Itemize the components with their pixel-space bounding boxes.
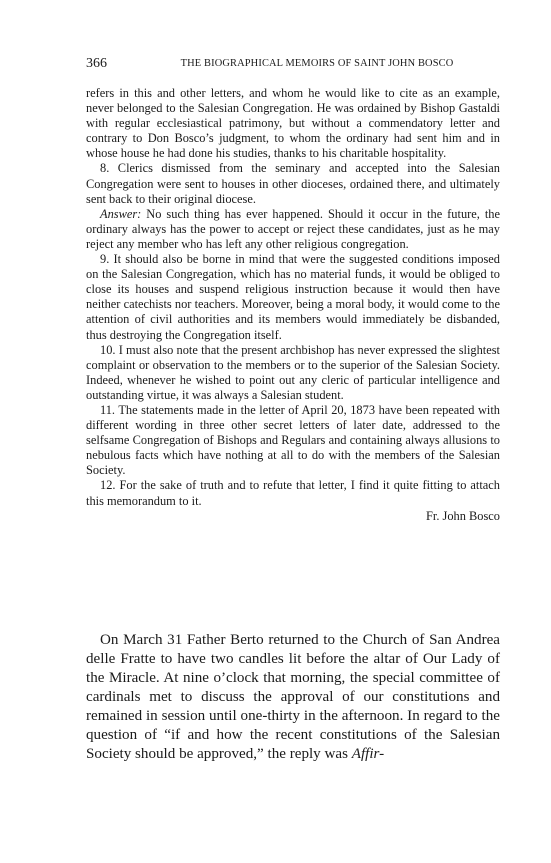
signature: Fr. John Bosco [425,508,500,523]
memo-answer [86,207,500,252]
narrative-italic-end: Affir- [351,746,385,762]
memo-paragraph-continued: refers in this and other letters, and whom he would like to cite as an example, never belonged to the Salesian Congregation. He was ordained by Bishop Gastaldi with regular ecclesiastical patrimony, but without a commendatory letter and contrary to Don Bosco’s judgment, to whom the ordinary had sent him and in whose house he had done his studies, thanks to his charitable hospitality. [86,86,500,161]
narrative-body: On March 31 Father Berto returned to the Church of San Andrea delle Fratte to have two candles lit before the altar of Our Lady of the Miracle. At nine o’clock that morning, the special committee of cardinals met to discuss the approval of our constitutions and remained in session until one-thirty in the afternoon. In regard to the question of “if and how the recent constitutions of the Salesian Society should be approved,” the reply was [86,632,500,762]
answer-text: No such thing has ever happened. Should it occur in the future, the ordinary always has the power to accept or reject these candidates, just as he may reject any member who has left any other religious congregation. [86,206,500,251]
page-number: 366 [86,56,107,71]
answer-label: Answer: [100,206,142,221]
running-title: THE BIOGRAPHICAL MEMOIRS OF SAINT JOHN BOSCO [180,58,454,69]
narrative-text [86,631,500,764]
memo-point-8: 8. Clerics dismissed from the seminary and accepted into the Salesian Congregation were sent to houses in other dioceses, ordained there, and ultimately sent back to their original diocese. [86,161,500,206]
memo-point-11: 11. The statements made in the letter of April 20, 1873 have been repeated with different wording in three other secret letters of later date, addressed to the selfsame Congregation of Bishops and Regulars and containing always allusions to nebulous facts which have nothing at all to do with the members of the Salesian Society. [86,402,500,478]
running-header [86,56,500,74]
narrative-paragraph [86,631,500,764]
memo-point-9: 9. It should also be borne in mind that were the suggested conditions imposed on the Salesian Congregation, which has no material funds, it would be obliged to close its houses and suspend religious instruction because it would then have neither catechists nor teachers. Moreover, being a moral body, it would come to the attention of civil authorities and its members would immediately be disbanded, thus destroying the Congregation itself. [86,252,500,342]
memorandum-text [86,86,500,524]
memo-point-10: 10. I must also note that the present archbishop has never expressed the slightest complaint or observation to the members or to the superior of the Salesian Society. Indeed, whenever he wished to point out any cleric of particular intelligence and outstanding virtue, it was always a Salesian student. [86,342,500,402]
memo-point-12: 12. For the sake of truth and to refute that letter, I find it quite fitting to attach this memorandum to it. [86,478,500,508]
